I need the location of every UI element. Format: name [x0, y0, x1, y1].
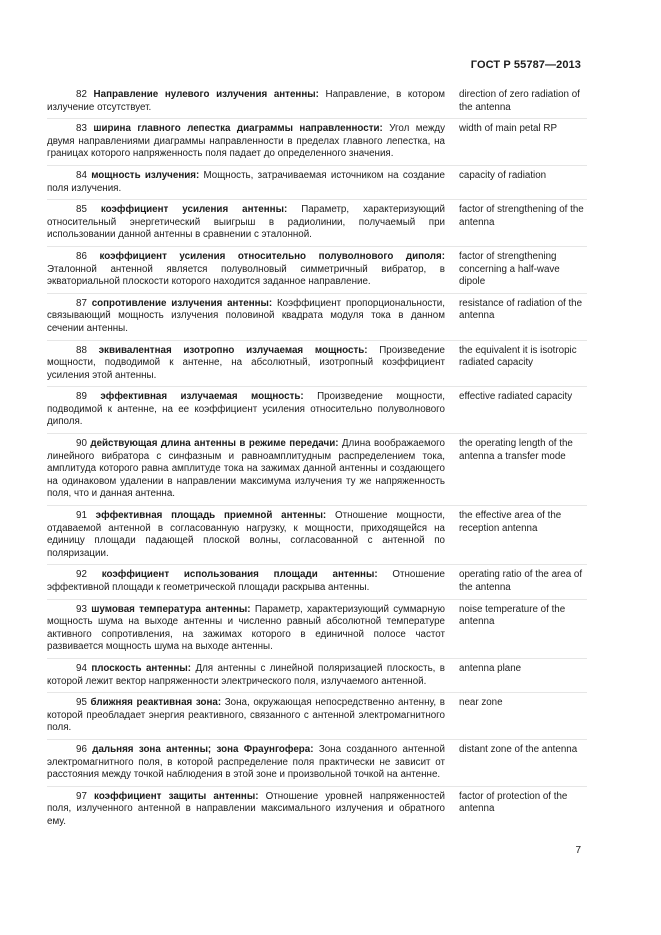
term-name: сопротивление излучения антенны:: [91, 297, 273, 309]
term-english: effective radiated capacity: [459, 391, 573, 403]
term-english: near zone: [459, 697, 503, 709]
term-text: Длина воображаемого линейного вибратора с синфазным и равноамплитудным распределением тока, амплитуда которого равна амплитуде тока на зажимах данной антенны и создающего на одинаковом удалении в направлении максимума излучения ту же напряженность поля, что и данная антенна.: [47, 438, 445, 500]
term-text: Коэффициент пропорциональности, связывающий мощность излучения половиной квадрата модуля тока в данном сечении антенны.: [47, 297, 445, 334]
term-number: 96: [76, 743, 87, 755]
standard-designation: ГОСТ Р 55787—2013: [470, 59, 581, 71]
term-text: Угол между двумя направлениями диаграммы направленности в пределах главного лепестка, на границах которого напряженность поля падает до определенного значения.: [47, 123, 446, 160]
term-85: [47, 204, 587, 247]
term-name: дальняя зона антенны; зона Фраунгофера:: [92, 743, 314, 755]
term-number: 83: [76, 123, 87, 135]
term-97: [47, 791, 587, 833]
term-88: [47, 345, 587, 388]
term-english: antenna plane: [459, 662, 522, 674]
term-text: Параметр, характеризующий относительный энергетический выигрыш в радиолинии, получаемый при использовании данной антенны в сравнении с эталонной.: [47, 204, 445, 241]
term-91: [47, 510, 587, 565]
term-82: [47, 89, 587, 119]
term-english: factor of protection of the antenna: [459, 790, 568, 815]
term-95: [47, 697, 587, 740]
term-number: 88: [76, 344, 87, 356]
term-definition-ru: [47, 251, 445, 289]
term-text: Отношение мощности, отдаваемой антенной в согласованную нагрузку, к мощности, приходящейся на единицу площади падающей плоской волны, согласованной с антенной по поляризации.: [47, 510, 445, 559]
term-90: [47, 438, 587, 506]
term-english: factor of strengthening of the antenna: [459, 204, 584, 228]
term-text: Направление, в котором излучение отсутствует.: [47, 89, 445, 113]
term-definition-ru: [47, 663, 445, 688]
term-name: мощность излучения:: [91, 169, 200, 181]
term-name: действующая длина антенны в режиме передачи:: [90, 438, 339, 450]
term-name: коэффициент использования площади антенны:: [101, 569, 378, 581]
term-text: Произведение мощности, подводимой к антенне, на ее коэффициент усиления относительно полуволнового диполя.: [47, 391, 445, 428]
term-number: 92: [76, 569, 87, 581]
term-english: the effective area of the reception antenna: [459, 510, 562, 534]
term-text: Для антенны с линейной поляризацией плоскость, в которой лежит вектор напряженности электрического поля, излучаемого антенной.: [47, 662, 446, 687]
term-name: ширина главного лепестка диаграммы направленности:: [93, 123, 383, 135]
term-92: [47, 569, 587, 599]
term-definition-ru: [47, 204, 445, 242]
term-name: коэффициент усиления относительно полуволнового диполя:: [99, 250, 445, 262]
term-text: Отношение уровней напряженностей поля, излученного антенной в направлении максимального излучения и обратного ему.: [47, 790, 445, 827]
term-84: [47, 170, 587, 200]
term-number: 95: [76, 697, 87, 709]
term-definition-ru: [47, 697, 445, 735]
term-text: Мощность, затрачиваемая источником на создание поля излучения.: [47, 169, 445, 194]
term-name: ближняя реактивная зона:: [90, 697, 222, 709]
term-number: 84: [76, 169, 87, 181]
term-number: 87: [76, 297, 87, 309]
term-definition-ru: [47, 510, 445, 560]
term-name: Направление нулевого излучения антенны:: [93, 89, 319, 100]
term-definition-ru: [47, 438, 445, 501]
term-text: Произведение мощности, подводимой к антенне, на абсолютный, изотропный коэффициент усиления этой антенны.: [47, 344, 445, 381]
term-number: 86: [76, 250, 87, 262]
term-86: [47, 251, 587, 294]
term-89: [47, 391, 587, 434]
term-87: [47, 298, 587, 341]
term-number: 97: [76, 790, 87, 802]
term-english: distant zone of the antenna: [459, 743, 578, 755]
term-83: [47, 123, 587, 166]
term-english: capacity of radiation: [459, 169, 547, 181]
term-english: direction of zero radiation of the antenna: [459, 89, 580, 113]
term-name: коэффициент защиты антенны:: [94, 790, 259, 802]
term-english: factor of strengthening concerning a half-wave dipole: [459, 250, 560, 288]
terms-list: [47, 89, 587, 837]
term-text: Эталонной антенной является полуволновый симметричный вибратор, в экваториальной плоскости которого находится заданное направление.: [47, 263, 445, 288]
term-definition-ru: [47, 89, 445, 114]
term-96: [47, 744, 587, 787]
term-definition-ru: [47, 123, 445, 161]
term-name: шумовая температура антенны:: [91, 603, 251, 615]
term-english: noise temperature of the antenna: [459, 603, 566, 628]
term-definition-ru: [47, 569, 445, 594]
term-english: resistance of radiation of the antenna: [459, 297, 583, 322]
term-number: 82: [76, 89, 87, 100]
term-number: 89: [76, 391, 87, 403]
term-number: 94: [76, 662, 87, 674]
term-text: Отношение эффективной площади к геометрической площади раскрыва антенны.: [47, 569, 445, 593]
term-definition-ru: [47, 791, 445, 829]
term-definition-ru: [47, 170, 445, 195]
term-text: Параметр, характеризующий суммарную мощность шума на выходе антенны и численно равный абсолютной температуре активного сопротивления, на зажимах которого в единичной полосе частот развивается мощность шума на выходе антенны.: [47, 603, 445, 653]
term-number: 93: [76, 603, 87, 615]
term-93: [47, 604, 587, 659]
term-definition-ru: [47, 345, 445, 383]
term-english: the operating length of the antenna a transfer mode: [459, 438, 573, 462]
term-definition-ru: [47, 604, 445, 654]
term-definition-ru: [47, 298, 445, 336]
term-name: коэффициент усиления антенны:: [100, 204, 288, 216]
term-text: Зона созданного антенной электромагнитного поля, в которой распределение поля практически не зависит от расстояния между точкой наблюдения в этой зоне и произвольной точкой на антенне.: [47, 743, 445, 781]
term-english: width of main petal RP: [459, 123, 558, 135]
term-94: [47, 663, 587, 693]
page-number: 7: [575, 845, 581, 856]
term-text: Зона, окружающая непосредственно антенну, в которой преобладает энергия реактивного, связанного с антенной электромагнитного поля.: [47, 697, 445, 734]
term-english: operating ratio of the area of the antenna: [459, 569, 583, 593]
term-number: 85: [76, 204, 87, 216]
term-name: эквивалентная изотропно излучаемая мощность:: [98, 344, 368, 356]
term-name: плоскость антенны:: [91, 662, 192, 674]
term-name: эффективная площадь приемной антенны:: [95, 510, 327, 522]
term-number: 91: [76, 510, 87, 522]
term-number: 90: [76, 438, 87, 450]
term-definition-ru: [47, 391, 445, 429]
term-english: the equivalent it is isotropic radiated capacity: [459, 344, 577, 369]
term-name: эффективная излучаемая мощность:: [100, 391, 304, 403]
term-definition-ru: [47, 744, 445, 782]
